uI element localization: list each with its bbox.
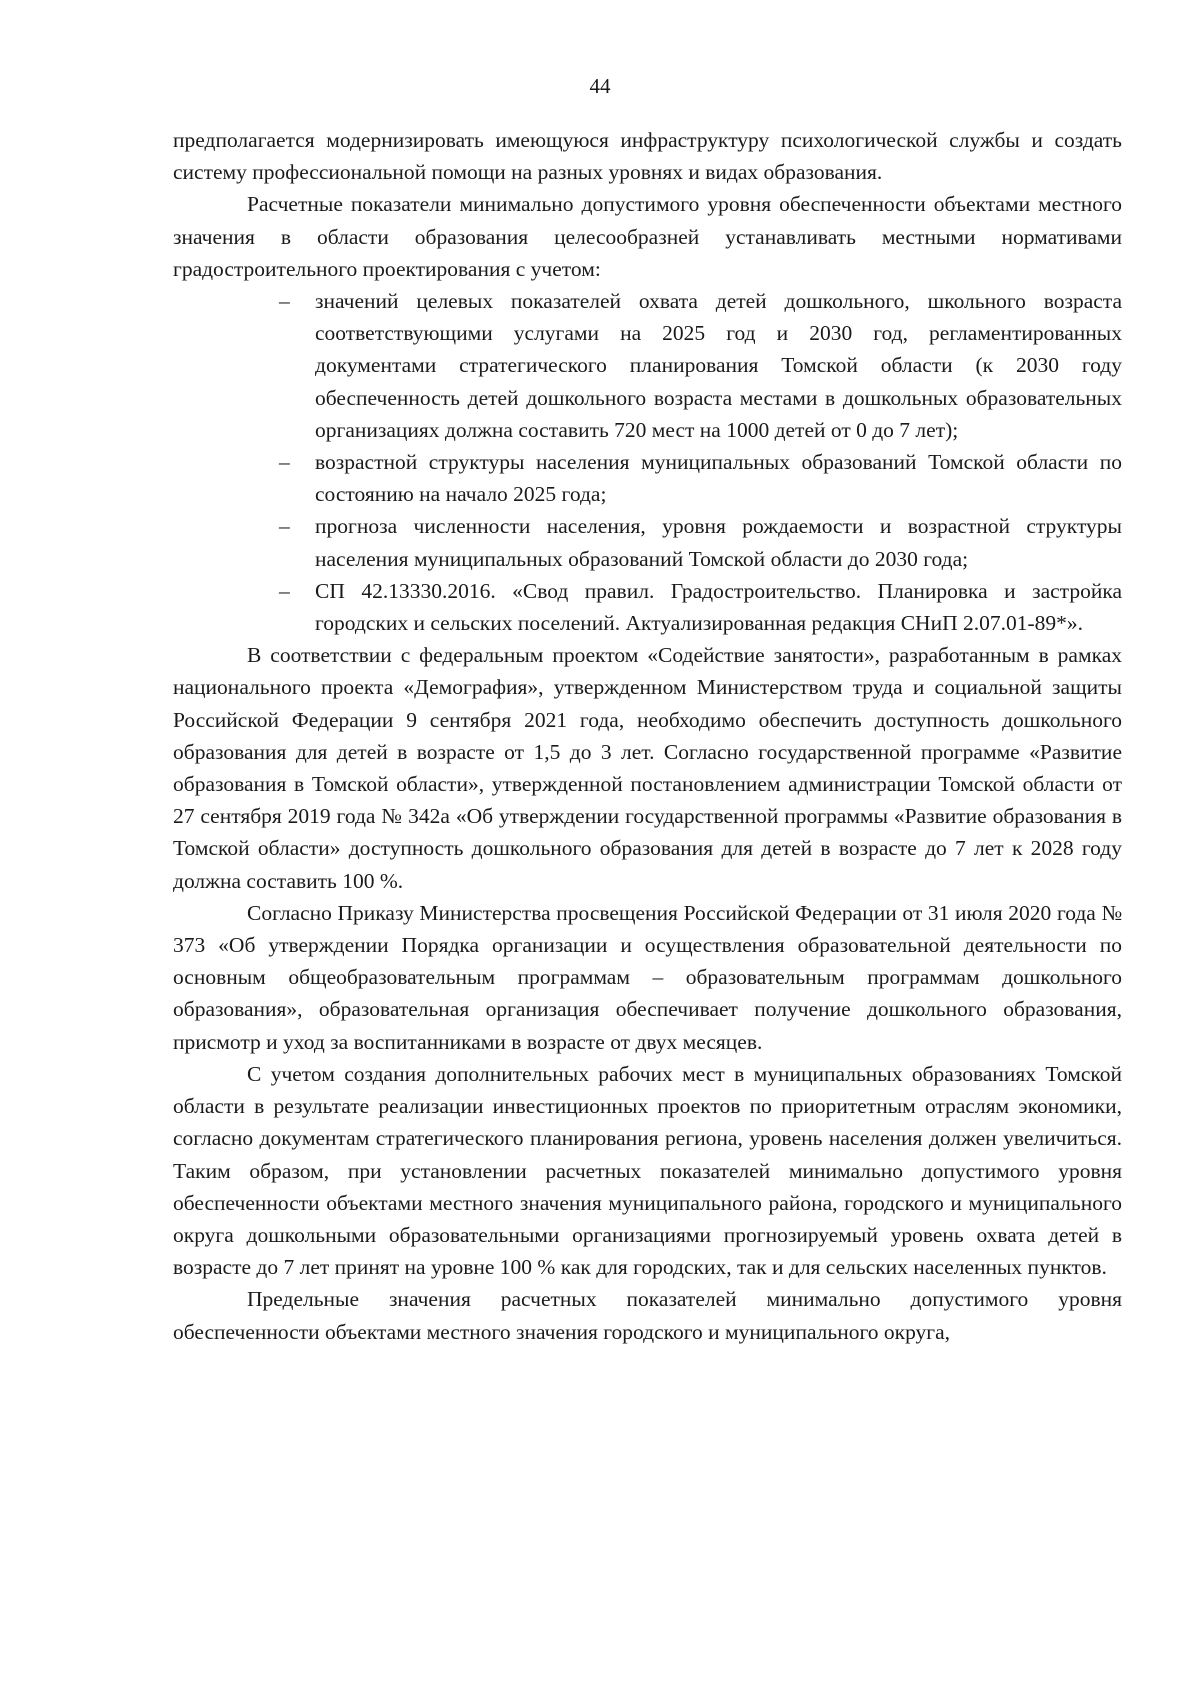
paragraph-federal-project: В соответствии с федеральным проектом «Содействие занятости», разработанным в рамках национального проекта «Демография», утвержденном Министерством труда и социальной защиты Российской Федерации 9 сентября 2021 года, необходимо обеспечить доступность дошкольного образования для детей в возрасте от 1,5 до 3 лет. Согласно государственной программе «Развитие образования в Томской области», утвержденной постановлением администрации Томской области от 27 сентября 2019 года № 342а «Об утверждении государственной программы «Развитие образования в Томской области» доступность дошкольного образования для детей в возрасте до 7 лет к 2028 году должна составить 100 %. — [173, 643, 1122, 893]
dash-marker: – — [279, 514, 290, 539]
list-item-text: СП 42.13330.2016. «Свод правил. Градостроительство. Планировка и застройка городских и сельских поселений. Актуализированная редакция СНиП 2.07.01-89*». — [315, 578, 1122, 636]
paragraph-calculation-indicators: Расчетные показатели минимально допустимого уровня обеспеченности объектами местного значения в области образования целесообразней устанавливать местными нормативами градостроительного проектирования с учетом: — [173, 192, 1122, 281]
criteria-list — [173, 285, 1122, 639]
list-item-text: значений целевых показателей охвата детей дошкольного, школьного возраста соответствующими услугами на 2025 год и 2030 год, регламентированных документами стратегического планирования Томской области (к 2030 году обеспеченность детей дошкольного возраста местами в дошкольных образовательных организациях должна составить 720 мест на 1000 детей от 0 до 7 лет); — [315, 289, 1122, 442]
dash-marker: – — [279, 578, 290, 603]
paragraph-limit-values: Предельные значения расчетных показателей минимально допустимого уровня обеспеченности объектами местного значения городского и муниципального округа, — [173, 1287, 1122, 1344]
list-item — [279, 285, 1122, 446]
dash-marker: – — [279, 450, 290, 475]
list-item-text: возрастной структуры населения муниципальных образований Томской области по состоянию на начало 2025 года; — [315, 450, 1122, 507]
list-item — [279, 510, 1122, 574]
list-item — [279, 446, 1122, 510]
page-number: 44 — [589, 74, 611, 98]
document-body — [173, 124, 1122, 1348]
paragraph-continuation: предполагается модернизировать имеющуюся инфраструктуру психологической службы и создать систему профессиональной помощи на разных уровнях и видах образования. — [173, 128, 1122, 185]
dash-marker: – — [279, 289, 290, 314]
list-item — [279, 575, 1122, 639]
paragraph-additional-jobs: С учетом создания дополнительных рабочих мест в муниципальных образованиях Томской области в результате реализации инвестиционных проектов по приоритетным отраслям экономики, согласно документам стратегического планирования региона, уровень населения должен увеличиться. Таким образом, при установлении расчетных показателей минимально допустимого уровня обеспеченности объектами местного значения муниципального района, городского и муниципального округа дошкольными образовательными организациями прогнозируемый уровень охвата детей в возрасте до 7 лет принят на уровне 100 % как для городских, так и для сельских населенных пунктов. — [173, 1061, 1122, 1280]
list-item-text: прогноза численности населения, уровня рождаемости и возрастной структуры населения муниципальных образований Томской области до 2030 года; — [315, 514, 1122, 571]
paragraph-ministry-order: Согласно Приказу Министерства просвещения Российской Федерации от 31 июля 2020 года № 373 «Об утверждении Порядка организации и осуществления образовательной деятельности по основным общеобразовательным программам – образовательным программам дошкольного образования», образовательная организация обеспечивает получение дошкольного образования, присмотр и уход за воспитанниками в возрасте от двух месяцев. — [173, 900, 1122, 1054]
